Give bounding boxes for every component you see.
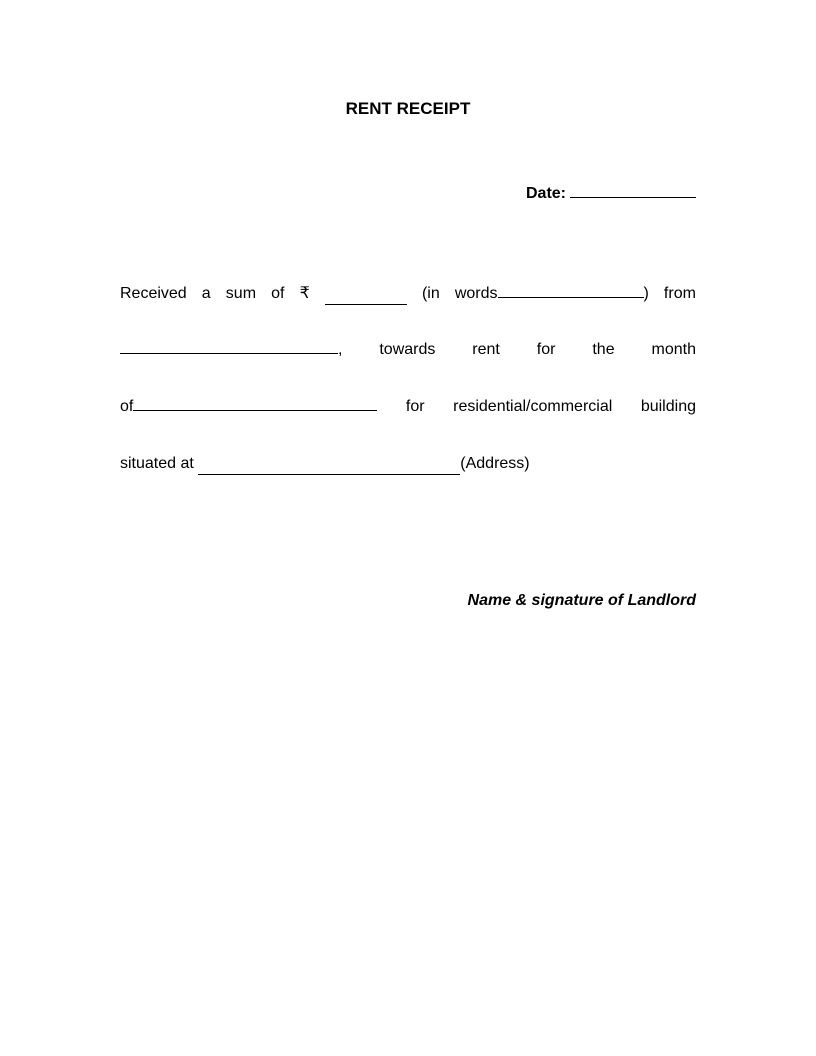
comma: , (338, 341, 343, 358)
word-a: a (201, 285, 211, 302)
tenant-name-blank[interactable] (120, 337, 338, 354)
date-blank[interactable] (570, 181, 696, 198)
address-blank[interactable] (198, 458, 460, 475)
word-the: the (592, 341, 615, 358)
word-in: (in (421, 285, 440, 302)
paragraph-line-1 (120, 281, 696, 305)
paragraph-line-2 (120, 337, 696, 361)
word-for: for (536, 341, 556, 358)
word-building-type: residential/commercial (453, 398, 613, 415)
tenant-group (120, 337, 342, 361)
month-blank[interactable] (133, 394, 377, 411)
word-from: from (663, 285, 696, 302)
landlord-signature-label: Name & signature of Landlord (467, 592, 696, 609)
word-of: of (120, 398, 134, 415)
document-title: RENT RECEIPT (345, 99, 471, 118)
date-row (120, 181, 696, 205)
word-rent: rent (472, 341, 500, 358)
word-situated-at: situated at (120, 455, 199, 472)
address-hint: (Address) (460, 455, 530, 472)
word-towards: towards (379, 341, 436, 358)
month-group (120, 394, 377, 418)
word-month: month (651, 341, 696, 358)
word-words: words (454, 285, 498, 302)
word-for: for (405, 398, 425, 415)
paragraph-line-4 (120, 451, 696, 475)
word-of: of (271, 285, 285, 302)
word-building: building (640, 398, 696, 415)
date-label: Date: (525, 185, 566, 202)
paragraph-line-3 (120, 394, 696, 418)
word-received: Received (120, 285, 187, 302)
amount-blank[interactable] (325, 288, 407, 305)
close-paren: ) (643, 285, 649, 302)
words-group (455, 281, 649, 305)
rupee-symbol: ₹ (299, 285, 310, 302)
amount-in-words-blank[interactable] (498, 281, 644, 298)
word-sum: sum (225, 285, 257, 302)
